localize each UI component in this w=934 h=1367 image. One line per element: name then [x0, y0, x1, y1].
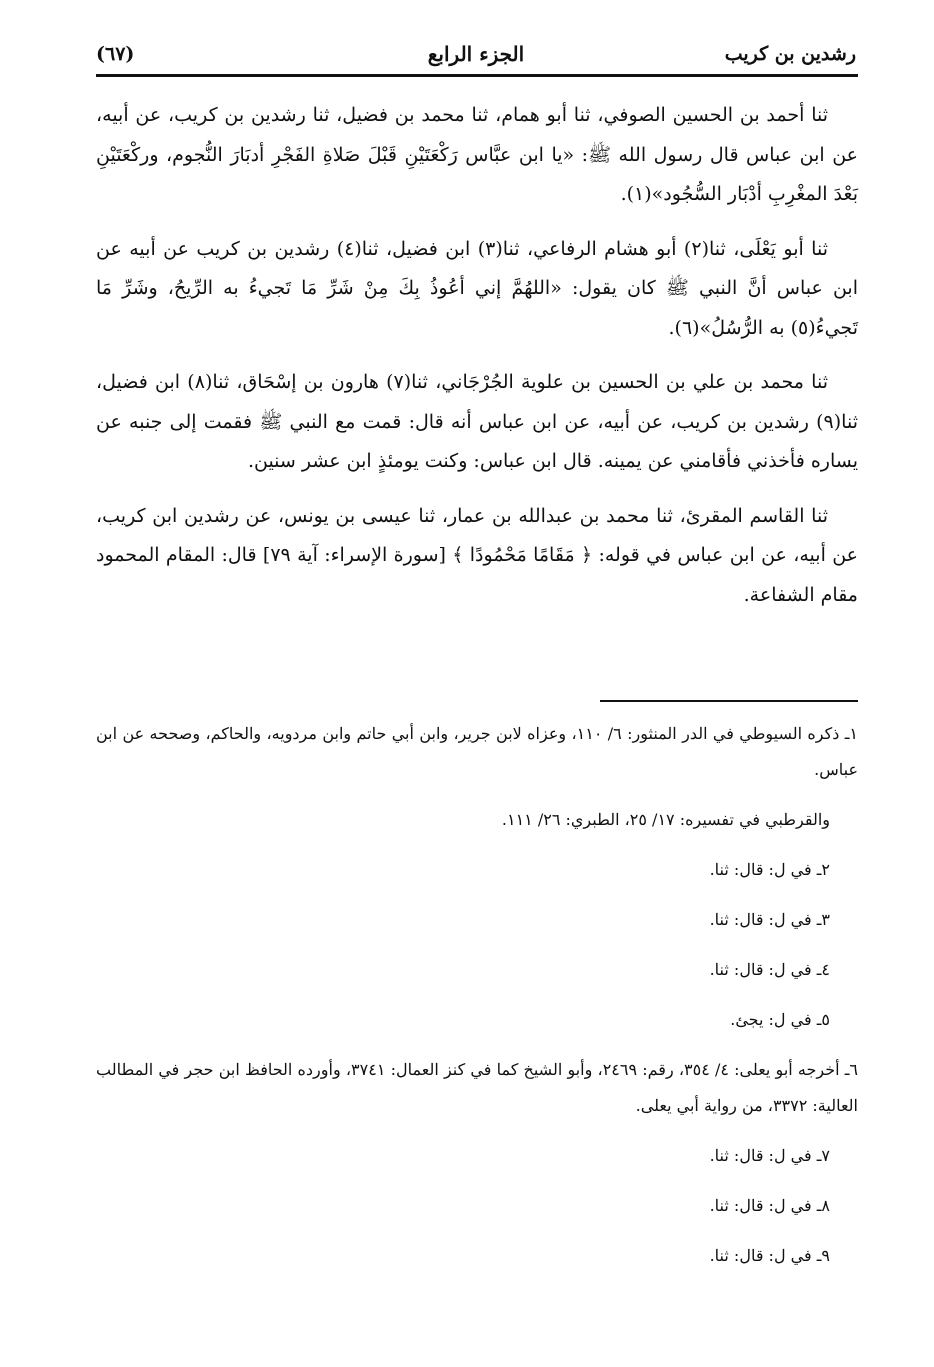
- footnote: ٥ـ في ل: يجئ.: [730, 1010, 830, 1029]
- footnote: والقرطبي في تفسيره: ١٧/ ٢٥، الطبري: ٢٦/ ١١١.: [501, 810, 830, 829]
- footnote-separator: [600, 700, 858, 702]
- paragraph: ثنا أبو يَعْلَى، ثنا(٢) أبو هشام الرفاعي، ثنا(٣) ابن فضيل، ثنا(٤) رشدين بن كريب عن أبيه عن ابن عباس أنَّ النبي ﷺ كان يقول: «اللهُمَّ إني أعُوذُ بِكَ مِنْ شَرِّ مَا تَجيءُ به الرِّيحُ، وشَرِّ مَا تَجيءُ(٥) به الرُّسُلُ»(٦).: [96, 237, 858, 339]
- footnote: ٧ـ في ل: قال: ثنا.: [709, 1146, 830, 1165]
- footnote: ٤ـ في ل: قال: ثنا.: [709, 960, 830, 979]
- main-text: [96, 96, 858, 630]
- running-title: رشدين بن كريب: [724, 43, 856, 65]
- header-rule: [96, 74, 858, 77]
- paragraph: ثنا محمد بن علي بن الحسين بن علوية الجُرْجَاني، ثنا(٧) هارون بن إسْحَاق، ثنا(٨) ابن فضيل، ثنا(٩) رشدين بن كريب، عن أبيه، عن ابن عباس أنه قال: قمت مع النبي ﷺ فقمت إلى جنبه عن يساره فأخذني فأقامني عن يمينه. قال ابن عباس: وكنت يومئذٍ ابن عشر سنين.: [96, 371, 858, 472]
- volume-title: الجزء الرابع: [427, 42, 525, 66]
- paragraph: ثنا أحمد بن الحسين الصوفي، ثنا أبو همام، ثنا محمد بن فضيل، ثنا رشدين بن كريب، عن أبيه، عن ابن عباس قال رسول الله ﷺ: «يا ابن عبَّاس رَكْعَتَيْنِ قَبْلَ صَلاةِ الفَجْرِ أدبَارَ النُّجوم، وركْعَتَيْنِ بَعْدَ المغْرِبِ أدْبَار السُّجُود»(١).: [96, 104, 858, 205]
- footnotes: [96, 716, 858, 1280]
- footnote: ٢ـ في ل: قال: ثنا.: [709, 860, 830, 879]
- page-number: (٦٧): [96, 43, 135, 65]
- paragraph: ثنا القاسم المقرئ، ثنا محمد بن عبدالله بن عمار، ثنا عيسى بن يونس، عن رشدين ابن كريب، عن أبيه، عن ابن عباس في قوله: ﴿ مَقَامًا مَحْمُودًا ﴾ [سورة الإسراء: آية ٧٩] قال: المقام المحمود مقام الشفاعة.: [96, 504, 859, 606]
- footnote: ٦ـ أخرجه أبو يعلى: ٤/ ٣٥٤، رقم: ٢٤٦٩، وأبو الشيخ كما في كنز العمال: ٣٧٤١، وأورده الحافظ ابن حجر في المطالب العالية: ٣٣٧٢، من رواية أبي يعلى.: [96, 1060, 858, 1115]
- footnote: ٩ـ في ل: قال: ثنا.: [709, 1246, 830, 1265]
- page-header: [96, 28, 856, 80]
- footnote: ١ـ ذكره السيوطي في الدر المنثور: ٦/ ١١٠، وعزاه لابن جرير، وابن أبي حاتم وابن مردويه، والحاكم، وصححه عن ابن عباس.: [96, 724, 859, 779]
- footnote: ٨ـ في ل: قال: ثنا.: [709, 1196, 830, 1215]
- footnote: ٣ـ في ل: قال: ثنا.: [709, 910, 830, 929]
